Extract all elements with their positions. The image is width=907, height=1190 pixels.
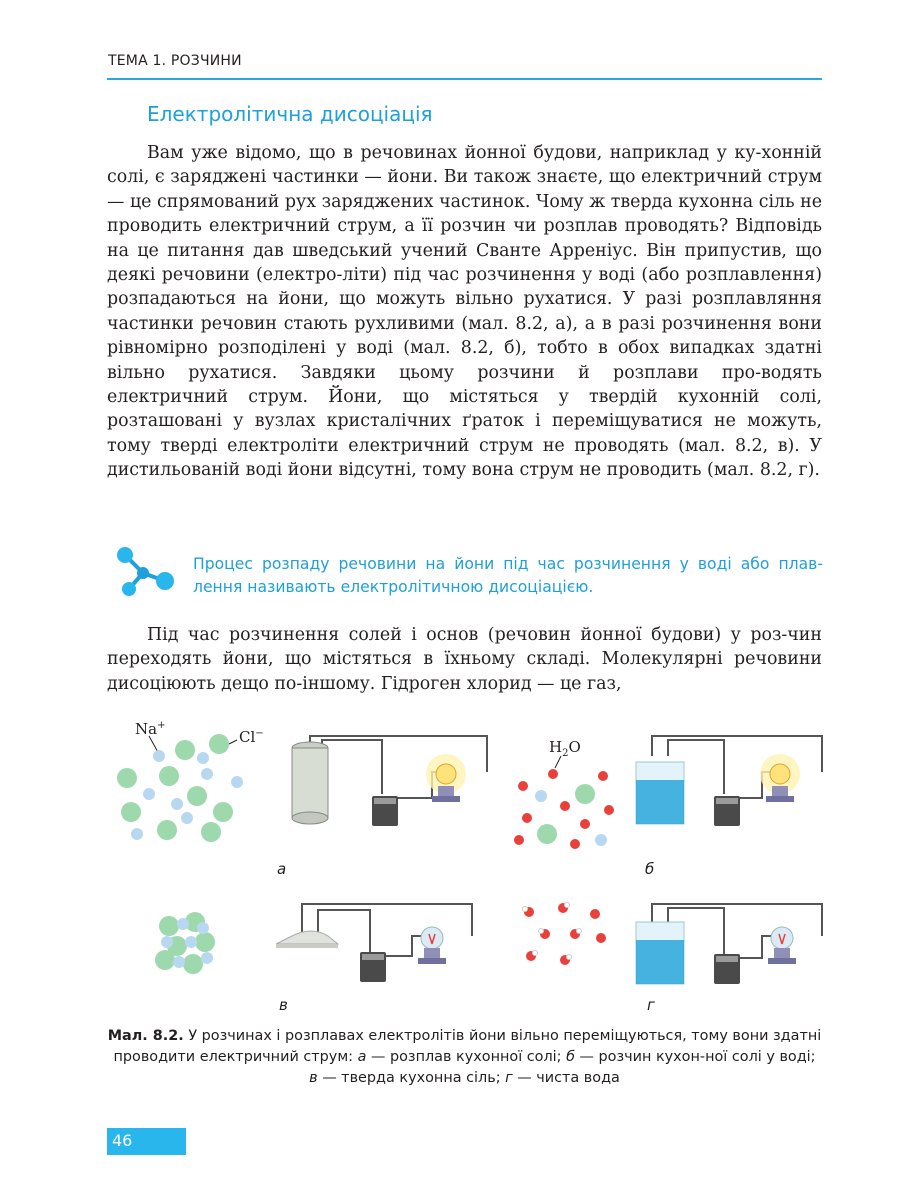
panel-b-ions: [505, 736, 625, 856]
molecule-atom-center: [137, 567, 149, 579]
paragraph-1: Вам уже відомо, що в речовинах йонної будови, наприклад у ку-хонній солі, є заряджені частинки — йони. Ви також знаєте, що електричний струм — це спрямований рух заряджених частинок. Чому ж тверда кухонна сіль не проводить електричний струм, а її розчин чи розплав проводять? Відповідь на це питання дав шведський учений Сванте Арреніус. Він припустив, що деякі речовини (електро-літи) під час розчинення у воді (або розплавлення) розпадаються на йони, що можуть вільно рухатися. У разі розплавляння частинки речовин стають рухливими (мал. 8.2, а), а в разі розчинення вони рівномірно розподілені у воді (мал. 8.2, б), тобто в обох випадках здатні вільно рухатися. Завдяки цьому розчини й розплави про-водять електричний струм. Йони, що містяться у твердій кухонній солі, розташовані у вузлах кристалічних ґраток і переміщуватися не можуть, тому тверді електроліти електричний струм не проводять (мал. 8.2, в). У дистильованій воді йони відсутні, тому вона струм не проводить (мал. 8.2, г).: [107, 143, 822, 481]
panel-v-circuit: [272, 900, 497, 990]
panel-label-g: г: [647, 996, 655, 1014]
label-cl: Cl−: [239, 728, 264, 746]
definition-text: Процес розпаду речовини на йони під час розчинення у воді або плав-лення називають електролітичною дисоціацією.: [193, 555, 823, 596]
molecule-icon: [113, 545, 177, 601]
section-title: Електролітична дисоціація: [147, 102, 433, 126]
topic-header: ТЕМА 1. РОЗЧИНИ: [108, 53, 242, 69]
label-na: Na+: [135, 720, 166, 738]
water-molecules-g: [523, 903, 607, 966]
paragraph-2: Під час розчинення солей і основ (речовин йонної будови) у роз-чин переходять йони, що містяться в їхньому складі. Молекулярні речовини дисоціюють дещо по-іншому. Гідроген хлорид — це газ,: [107, 625, 822, 694]
caption-label: Мал. 8.2.: [107, 1028, 184, 1044]
molecule-atom-top: [117, 547, 133, 563]
ion-cluster-molten: [117, 734, 243, 842]
figure-8-2: [107, 712, 822, 1012]
panel-g-water: [515, 898, 615, 978]
label-h2o: $H_2O$: [549, 738, 581, 759]
panel-a-ions: [107, 712, 264, 852]
panel-b-circuit: [632, 732, 832, 832]
figure-caption: Мал. 8.2. У розчинах і розплавах електролітів йони вільно переміщуються, тому вони здатні проводити електричний струм: а — розплав кухонної солі; б — розчин кухон-ної солі у воді; в — тверда кухонна сіль; г — чиста вода: [107, 1028, 822, 1086]
header-rule: [107, 78, 822, 80]
molecule-atom-bottom: [122, 582, 136, 596]
panel-label-v: в: [279, 996, 288, 1014]
panel-g-circuit: [632, 900, 832, 990]
panel-label-a: а: [277, 860, 287, 878]
page-number: 46: [112, 1131, 133, 1150]
panel-v-crystal: [147, 902, 227, 982]
molecule-atom-right: [156, 572, 174, 590]
panel-a-circuit: [282, 732, 507, 832]
panel-label-b: б: [645, 860, 655, 878]
